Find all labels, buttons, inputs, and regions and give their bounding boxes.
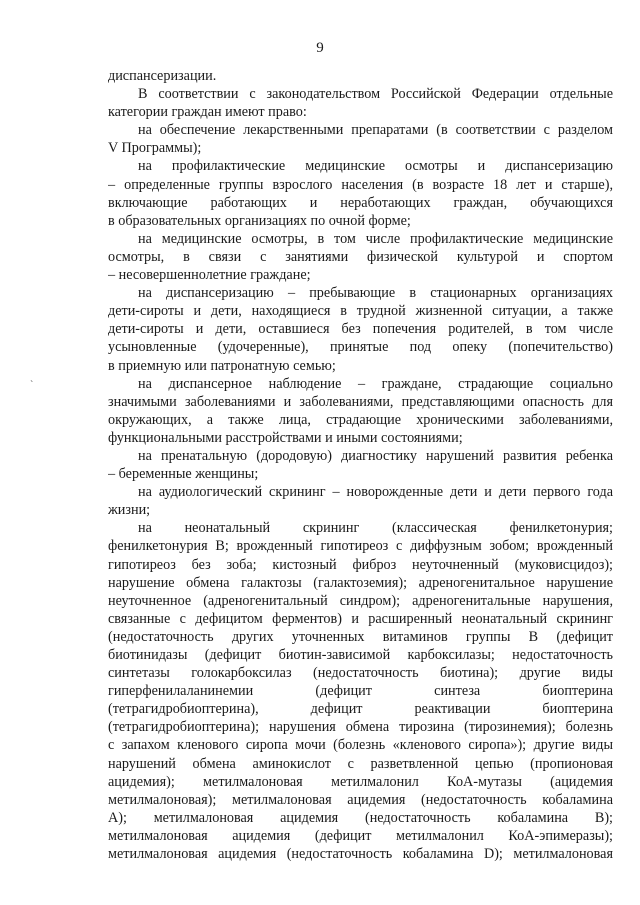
text-line: метилмалоновая ацидемия (дефицит метилмалонил КоА-эпимеразы); bbox=[108, 827, 613, 844]
text-line: включающие работающих и неработающих граждан, обучающихся bbox=[108, 194, 613, 211]
text-line: ацидемия); метилмалоновая метилмалонил КоА-мутазы (ацидемия bbox=[108, 773, 613, 790]
text-line: с запахом кленового сиропа мочи (болезнь «кленового сиропа»); другие виды bbox=[108, 737, 613, 754]
text-line: нарушение обмена галактозы (галактоземия); адреногенитальное нарушение bbox=[108, 574, 613, 591]
text-line: связанные с дефицитом ферментов) и расширенный неонатальный скрининг bbox=[108, 610, 613, 627]
text-line: жизни; bbox=[108, 502, 151, 519]
page-number: 9 bbox=[316, 40, 324, 56]
text-line: (недостаточность других уточненных витаминов группы B (дефицит bbox=[108, 628, 613, 645]
text-line: на аудиологический скрининг – новорожденные дети и дети первого года bbox=[138, 484, 613, 501]
text-line: – несовершеннолетние граждане; bbox=[108, 267, 311, 284]
text-line: на диспансеризацию – пребывающие в стационарных организациях bbox=[138, 285, 613, 302]
text-line: гиперфенилаланинемии (дефицит синтеза биоптерина bbox=[108, 683, 613, 700]
text-line: – определенные группы взрослого населения (в возрасте 18 лет и старше), bbox=[108, 176, 613, 193]
text-line: метилмалоновая ацидемия (недостаточность кобаламина D); метилмалоновая bbox=[108, 846, 613, 863]
text-line: V Программы); bbox=[108, 140, 202, 157]
margin-mark: ` bbox=[30, 380, 34, 391]
text-line: на обеспечение лекарственными препаратами (в соответствии с разделом bbox=[138, 122, 613, 139]
document-body bbox=[108, 67, 613, 863]
text-line: осмотры, в связи с занятиями физической культурой и спортом bbox=[108, 248, 613, 265]
text-line: окружающих, а также лица, страдающие хроническими заболеваниями, bbox=[108, 411, 613, 428]
text-line: на профилактические медицинские осмотры и диспансеризацию bbox=[138, 158, 613, 175]
text-line: диспансеризации. bbox=[108, 68, 217, 84]
text-line: синтетазы голокарбоксилаз (недостаточность биотина); другие виды bbox=[108, 665, 613, 682]
text-line: дети-сироты и дети, находящиеся в трудной жизненной ситуации, а также bbox=[108, 303, 613, 320]
text-line: нарушений обмена аминокислот с разветвленной цепью (пропионовая bbox=[108, 755, 613, 772]
text-line: неуточненное (адреногенитальный синдром); адреногенитальные нарушения, bbox=[108, 592, 613, 609]
text-line: – беременные женщины; bbox=[108, 466, 259, 483]
text-line: усыновленные (удочеренные), принятые под опеку (попечительство) bbox=[108, 339, 613, 356]
text-line: на пренатальную (дородовую) диагностику нарушений развития ребенка bbox=[138, 447, 613, 464]
text-line: на медицинские осмотры, в том числе профилактические медицинские bbox=[138, 230, 613, 247]
text-line: метилмалоновая); метилмалоновая ацидемия (недостаточность кобаламина bbox=[108, 791, 613, 808]
text-line: в образовательных организациях по очной форме; bbox=[108, 212, 411, 229]
text-line: биотинидазы (дефицит биотин-зависимой карбоксилазы; недостаточность bbox=[108, 647, 613, 663]
text-line: значимыми заболеваниями и заболеваниями, представляющими опасность для bbox=[108, 393, 613, 410]
text-line: A); метилмалоновая ацидемия (недостаточность кобаламина B); bbox=[108, 809, 613, 826]
text-line: категории граждан имеют право: bbox=[108, 104, 307, 121]
text-line: В соответствии с законодательством Российской Федерации отдельные bbox=[138, 86, 613, 103]
text-line: гипотиреоз без зоба; кистозный фиброз неуточненный (муковисцидоз); bbox=[108, 556, 613, 573]
text-line: функциональными расстройствами и иными состояниями; bbox=[108, 429, 463, 446]
text-line: дети-сироты и дети, оставшиеся без попечения родителей, в том числе bbox=[108, 321, 613, 338]
text-line: на неонатальный скрининг (классическая фенилкетонурия; bbox=[138, 520, 613, 537]
text-line: на диспансерное наблюдение – граждане, страдающие социально bbox=[138, 375, 613, 392]
text-line: (тетрагидробиоптерина); нарушения обмена тирозина (тирозинемия); болезнь bbox=[108, 719, 613, 736]
text-line: (тетрагидробиоптерина), дефицит реактивации биоптерина bbox=[108, 701, 613, 718]
text-line: в приемную или патронатную семью; bbox=[108, 357, 336, 374]
text-line: фенилкетонурия B; врожденный гипотиреоз с диффузным зобом; врожденный bbox=[108, 538, 613, 555]
